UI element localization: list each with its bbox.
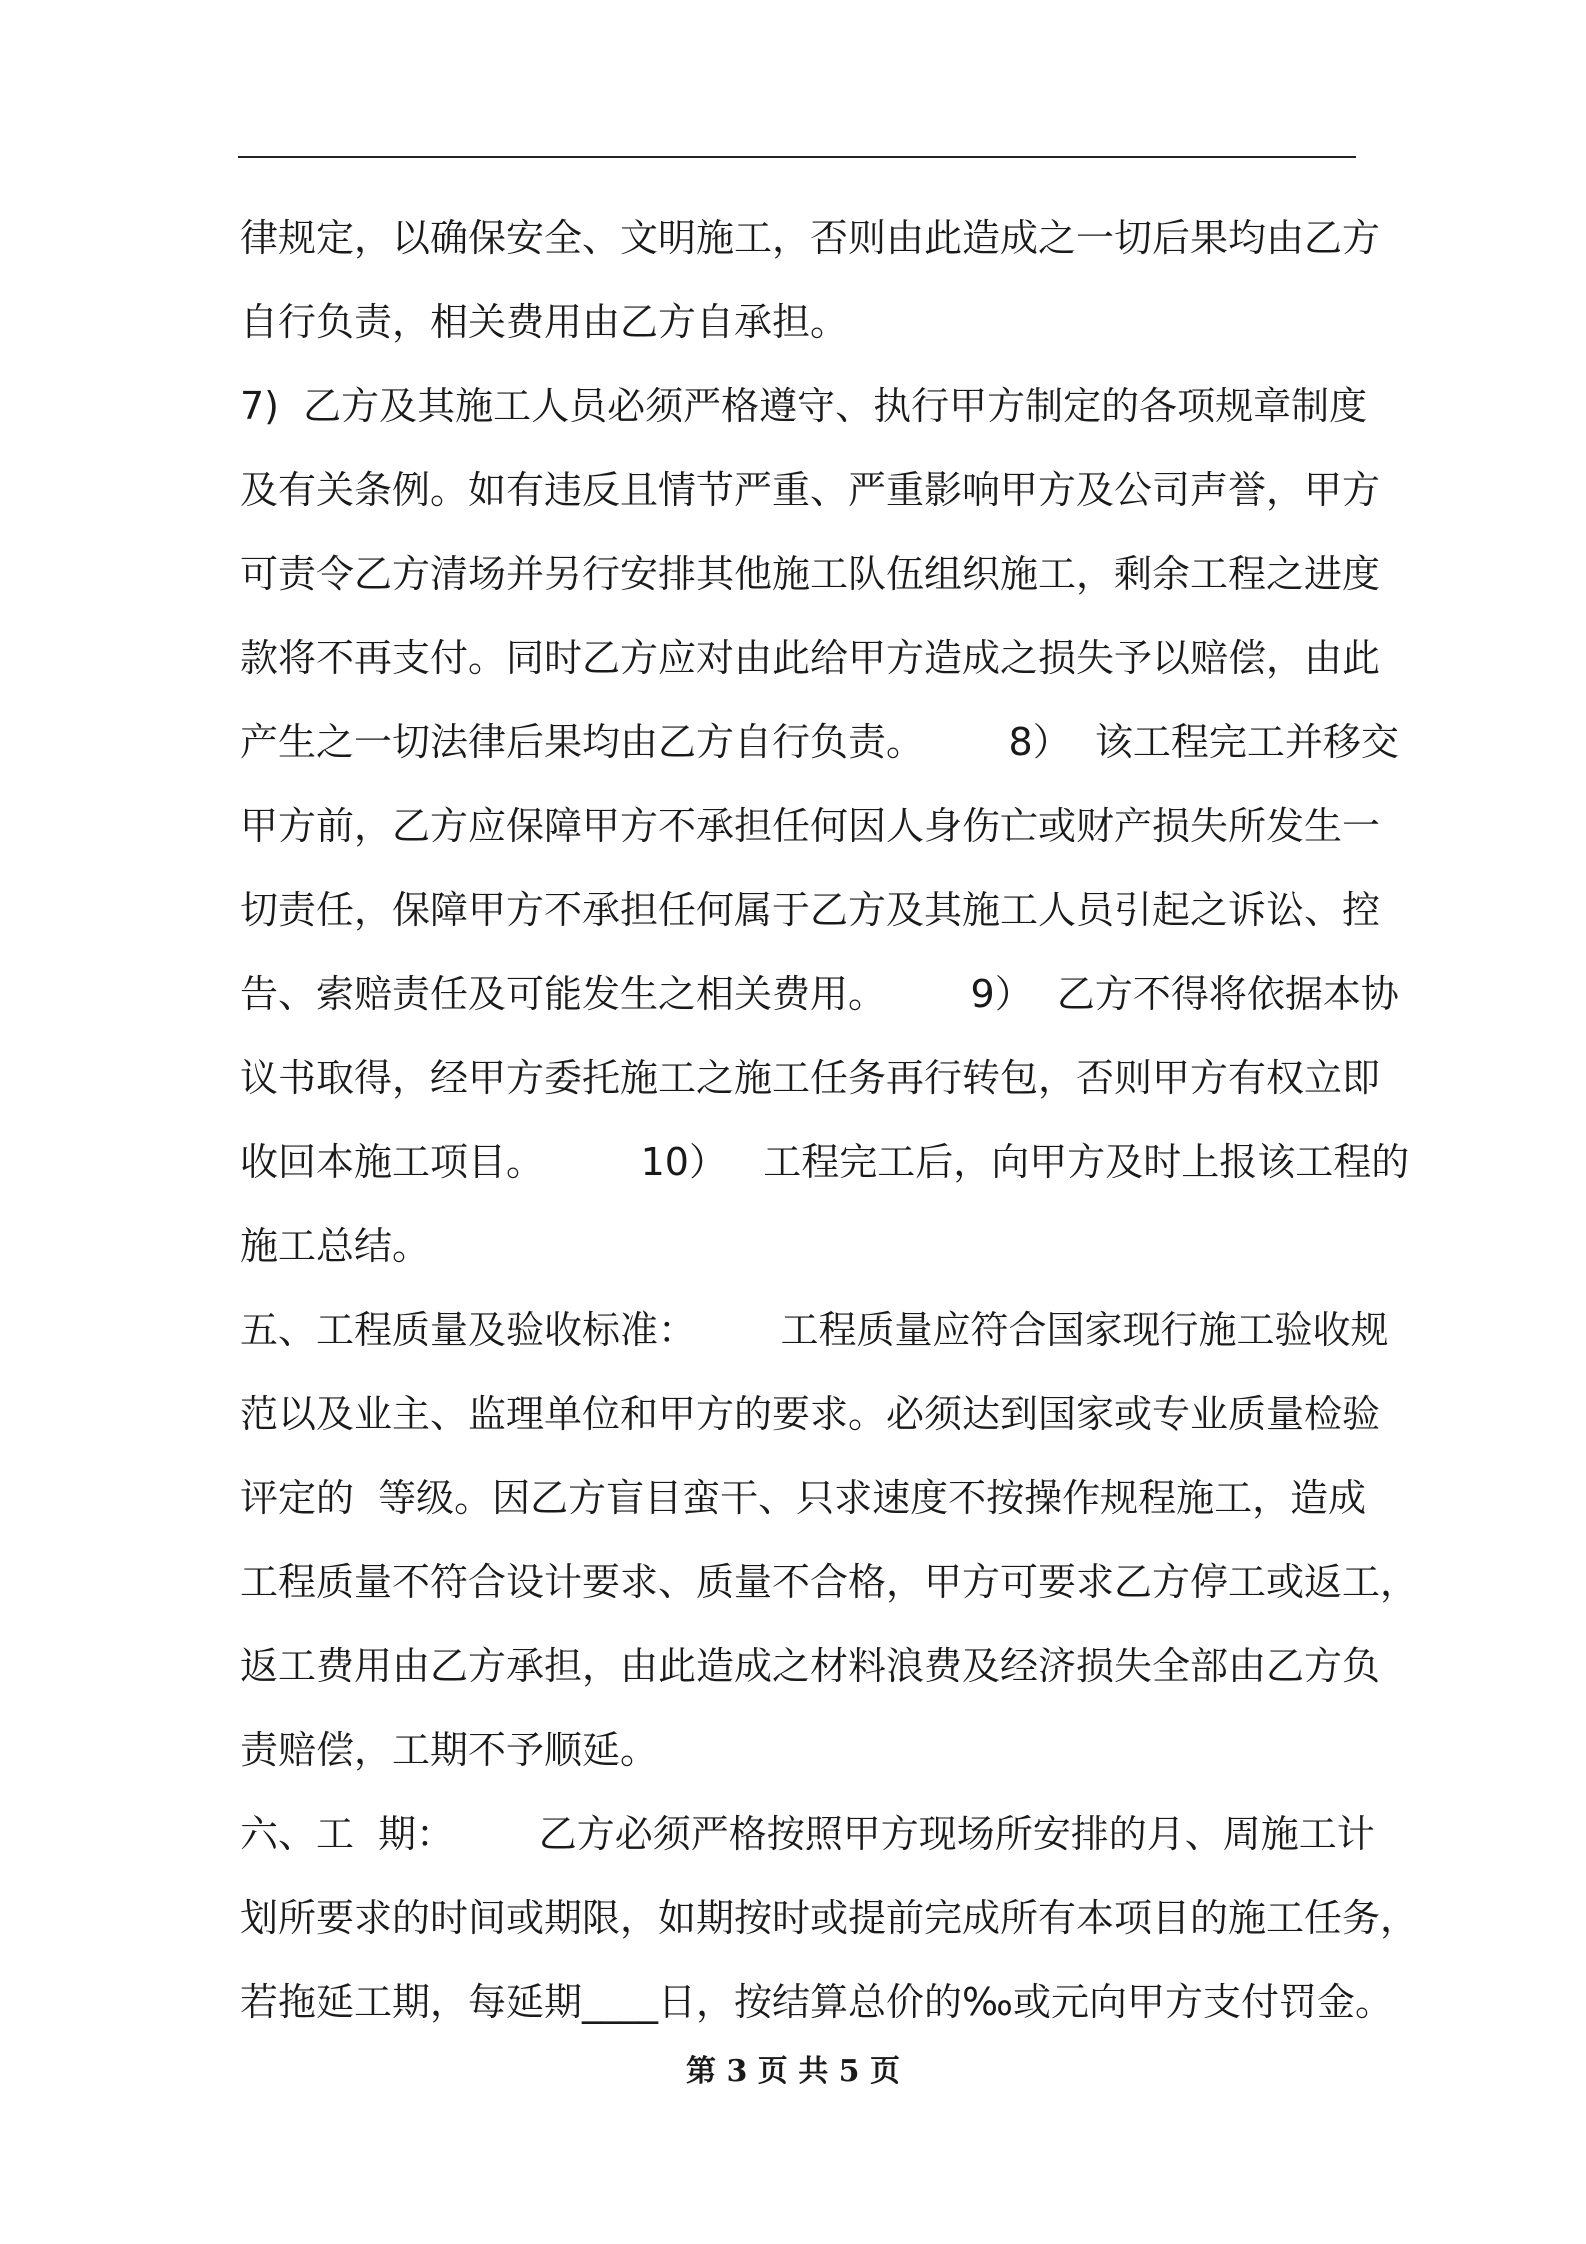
text-line: 施工总结。 [240, 1224, 431, 1268]
text-line: 评定的 等级。因乙方盲目蛮干、只求速度不按操作规程施工，造成 [240, 1476, 1367, 1520]
text-line: 7) 乙方及其施工人员必须严格遵守、执行甲方制定的各项规章制度 [240, 384, 1368, 428]
text-line: 若拖延工期，每延期____日，按结算总价的‰或元向甲方支付罚金。 [240, 1980, 1393, 2024]
text-line: 责赔偿，工期不予顺延。 [240, 1728, 659, 1772]
text-line: 产生之一切法律后果均由乙方自行负责。 8） 该工程完工并移交 [240, 720, 1399, 764]
text-line: 可责令乙方清场并另行安排其他施工队伍组织施工，剩余工程之进度 [240, 552, 1381, 596]
text-line: 甲方前，乙方应保障甲方不承担任何因人身伤亡或财产损失所发生一 [240, 804, 1381, 848]
text-line: 律规定，以确保安全、文明施工，否则由此造成之一切后果均由乙方 [240, 216, 1381, 260]
text-line: 划所要求的时间或期限，如期按时或提前完成所有本项目的施工任务， [240, 1896, 1419, 1940]
text-line: 议书取得，经甲方委托施工之施工任务再行转包，否则甲方有权立即 [240, 1056, 1381, 1100]
text-line: 及有关条例。如有违反且情节严重、严重影响甲方及公司声誉，甲方 [240, 468, 1381, 512]
page-number-footer: 第 3 页 共 5 页 [686, 2054, 900, 2089]
header-divider [238, 156, 1356, 158]
text-line: 返工费用由乙方承担，由此造成之材料浪费及经济损失全部由乙方负 [240, 1644, 1381, 1688]
text-line: 工程质量不符合设计要求、质量不合格，甲方可要求乙方停工或返工， [240, 1560, 1419, 1604]
text-line: 告、索赔责任及可能发生之相关费用。 9） 乙方不得将依据本协 [240, 972, 1399, 1016]
section-heading-quality: 五、工程质量及验收标准： 工程质量应符合国家现行施工验收规 [240, 1308, 1389, 1352]
section-heading-schedule: 六、工 期： 乙方必须严格按照甲方现场所安排的月、周施工计 [240, 1812, 1375, 1856]
text-line: 自行负责，相关费用由乙方自承担。 [240, 300, 849, 344]
body-text [240, 196, 1419, 2044]
text-line: 范以及业主、监理单位和甲方的要求。必须达到国家或专业质量检验 [240, 1392, 1381, 1436]
text-line: 收回本施工项目。 10） 工程完工后，向甲方及时上报该工程的 [240, 1140, 1410, 1184]
text-line: 切责任，保障甲方不承担任何属于乙方及其施工人员引起之诉讼、控 [240, 888, 1381, 932]
text-line: 款将不再支付。同时乙方应对由此给甲方造成之损失予以赔偿，由此 [240, 636, 1381, 680]
